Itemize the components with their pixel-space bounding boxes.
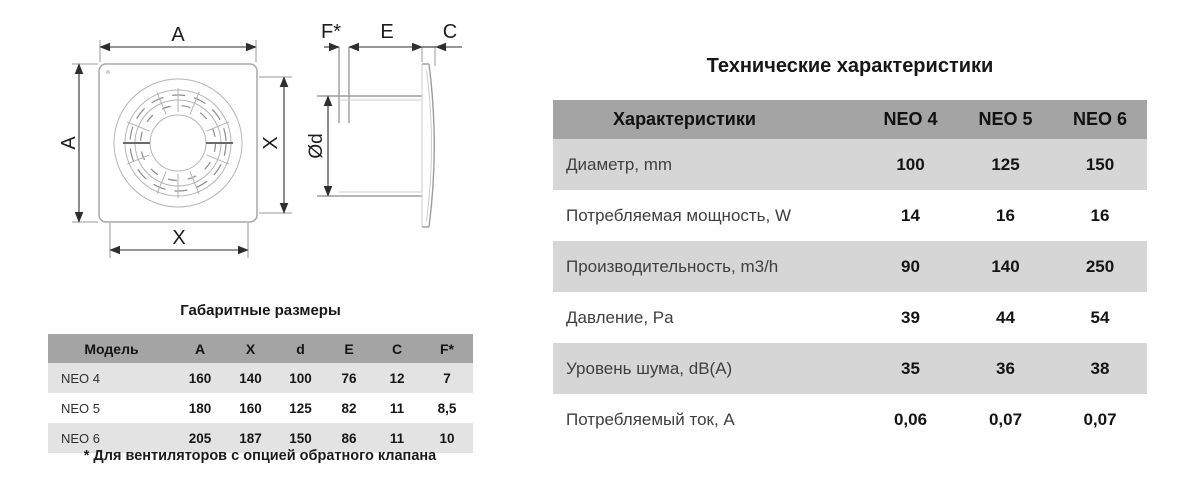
dimensions-footnote: * Для вентиляторов с опцией обратного клапана — [83, 448, 437, 464]
model-cell: NEO 5 — [61, 400, 101, 416]
dim-label-a-left: A — [58, 136, 80, 150]
col-header-neo5: NEO 5 — [958, 100, 1053, 139]
table-row: Давление, Pa 39 44 54 — [553, 292, 1147, 343]
dim-label-a-top: A — [171, 24, 185, 46]
side-view-dimensions — [306, 21, 462, 196]
dim-label-e: E — [380, 21, 394, 43]
table-row: Уровень шума, dB(A) 35 36 38 — [553, 343, 1147, 394]
table-row: Потребляемая мощность, W 14 16 16 — [553, 190, 1147, 241]
dim-label-diameter: Ød — [306, 133, 327, 159]
spec-label: Производительность, m3/h — [566, 256, 779, 276]
col-header-c: C — [373, 334, 421, 363]
table-row: Производительность, m3/h 90 140 250 — [553, 241, 1147, 292]
dimensions-table — [48, 334, 473, 453]
technical-drawing — [0, 0, 520, 300]
dimensions-header-row — [48, 334, 473, 363]
col-header-neo6: NEO 6 — [1053, 100, 1147, 139]
dim-label-x-right: X — [260, 136, 282, 150]
front-view-drawing — [99, 64, 257, 222]
col-header-a: A — [175, 334, 225, 363]
model-cell: NEO 6 — [61, 430, 101, 446]
model-cell: NEO 4 — [61, 370, 101, 386]
spec-label: Диаметр, mm — [566, 154, 673, 174]
side-view-drawing — [317, 47, 435, 227]
specs-table-title: Технические характеристики — [706, 55, 994, 77]
col-header-neo4: NEO 4 — [863, 100, 958, 139]
table-row: NEO 5 180 160 125 82 11 8,5 — [48, 393, 473, 423]
specs-table — [553, 100, 1147, 445]
table-row: Потребляемый ток, A 0,06 0,07 0,07 — [553, 394, 1147, 445]
dim-label-x-bottom: X — [172, 227, 186, 249]
dim-label-f: F* — [321, 21, 341, 43]
col-header-x: X — [225, 334, 276, 363]
spec-label: Потребляемый ток, A — [566, 409, 735, 429]
col-header-model: Модель — [48, 334, 175, 363]
table-row: NEO 6 205 187 150 86 11 10 — [48, 423, 473, 453]
spec-label: Потребляемая мощность, W — [566, 205, 792, 225]
specs-header-row — [553, 100, 1147, 139]
col-header-f: F* — [421, 334, 473, 363]
table-row: NEO 4 160 140 100 76 12 7 — [48, 363, 473, 393]
col-header-characteristics: Характеристики — [553, 100, 863, 139]
spec-label: Давление, Pa — [566, 307, 674, 327]
table-row: Диаметр, mm 100 125 150 — [553, 139, 1147, 190]
col-header-d: d — [276, 334, 325, 363]
spec-label: Уровень шума, dB(A) — [566, 358, 733, 378]
dim-label-c: C — [442, 21, 458, 43]
dimensions-table-title: Габаритные размеры — [180, 302, 341, 319]
col-header-e: E — [325, 334, 373, 363]
